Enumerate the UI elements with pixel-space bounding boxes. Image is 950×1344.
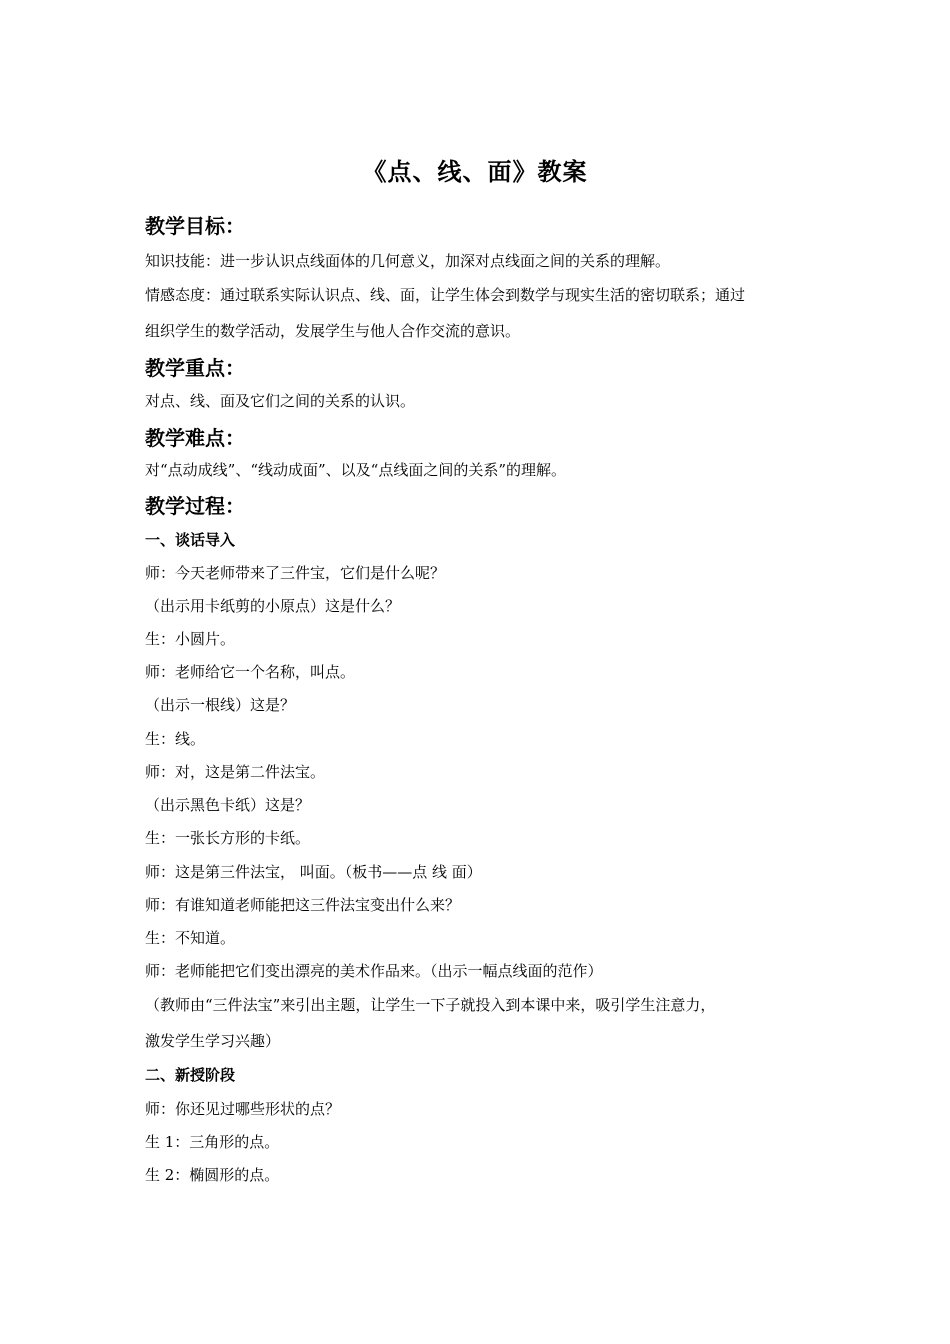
paragraph-line: 情感态度：通过联系实际认识点、线、面，让学生体会到数学与现实生活的密切联系；通过 <box>145 286 746 304</box>
heading-difficulties: 教学难点： <box>145 426 245 450</box>
dialogue-line: 生：线。 <box>145 730 206 748</box>
dialogue-line: 师：有谁知道老师能把这三件法宝变出什么来？ <box>145 896 461 914</box>
heading-process: 教学过程： <box>145 494 245 518</box>
dialogue-line: 生：不知道。 <box>145 929 236 947</box>
dialogue-line: 生 2：椭圆形的点。 <box>145 1166 280 1184</box>
dialogue-line: 生：一张长方形的卡纸。 <box>145 829 311 847</box>
dialogue-line: 师：今天老师带来了三件宝，它们是什么呢？ <box>145 564 446 582</box>
paragraph-line: 对点、线、面及它们之间的关系的认识。 <box>145 392 416 410</box>
dialogue-line: （出示黑色卡纸）这是？ <box>145 796 311 814</box>
dialogue-line: 师：老师给它一个名称，叫点。 <box>145 663 356 681</box>
subheading-part1: 一、谈话导入 <box>145 531 236 549</box>
subheading-part2: 二、新授阶段 <box>145 1066 236 1084</box>
dialogue-line: 师：对，这是第二件法宝。 <box>145 763 326 781</box>
paragraph-line: 组织学生的数学活动，发展学生与他人合作交流的意识。 <box>145 322 521 340</box>
heading-goals: 教学目标： <box>145 214 245 238</box>
dialogue-line: 师：你还见过哪些形状的点？ <box>145 1100 341 1118</box>
heading-key-points: 教学重点： <box>145 356 245 380</box>
dialogue-line: 激发学生学习兴趣） <box>145 1032 281 1050</box>
dialogue-line: 师：这是第三件法宝， 叫面。（板书——点 线 面） <box>145 863 482 881</box>
paragraph-line: 对“点动成线”、“线动成面”、以及“点线面之间的关系”的理解。 <box>145 461 567 479</box>
paragraph-line: 知识技能：进一步认识点线面体的几何意义，加深对点线面之间的关系的理解。 <box>145 252 671 270</box>
document-title: 《点、线、面》教案 <box>362 157 588 186</box>
dialogue-line: （教师由“三件法宝”来引出主题，让学生一下子就投入到本课中来，吸引学生注意力， <box>145 996 716 1014</box>
dialogue-line: 师：老师能把它们变出漂亮的美术作品来。（出示一幅点线面的范作） <box>145 962 603 980</box>
dialogue-line: 生：小圆片。 <box>145 630 236 648</box>
dialogue-line: 生 1：三角形的点。 <box>145 1133 280 1151</box>
dialogue-line: （出示用卡纸剪的小原点）这是什么？ <box>145 597 401 615</box>
dialogue-line: （出示一根线）这是？ <box>145 696 296 714</box>
